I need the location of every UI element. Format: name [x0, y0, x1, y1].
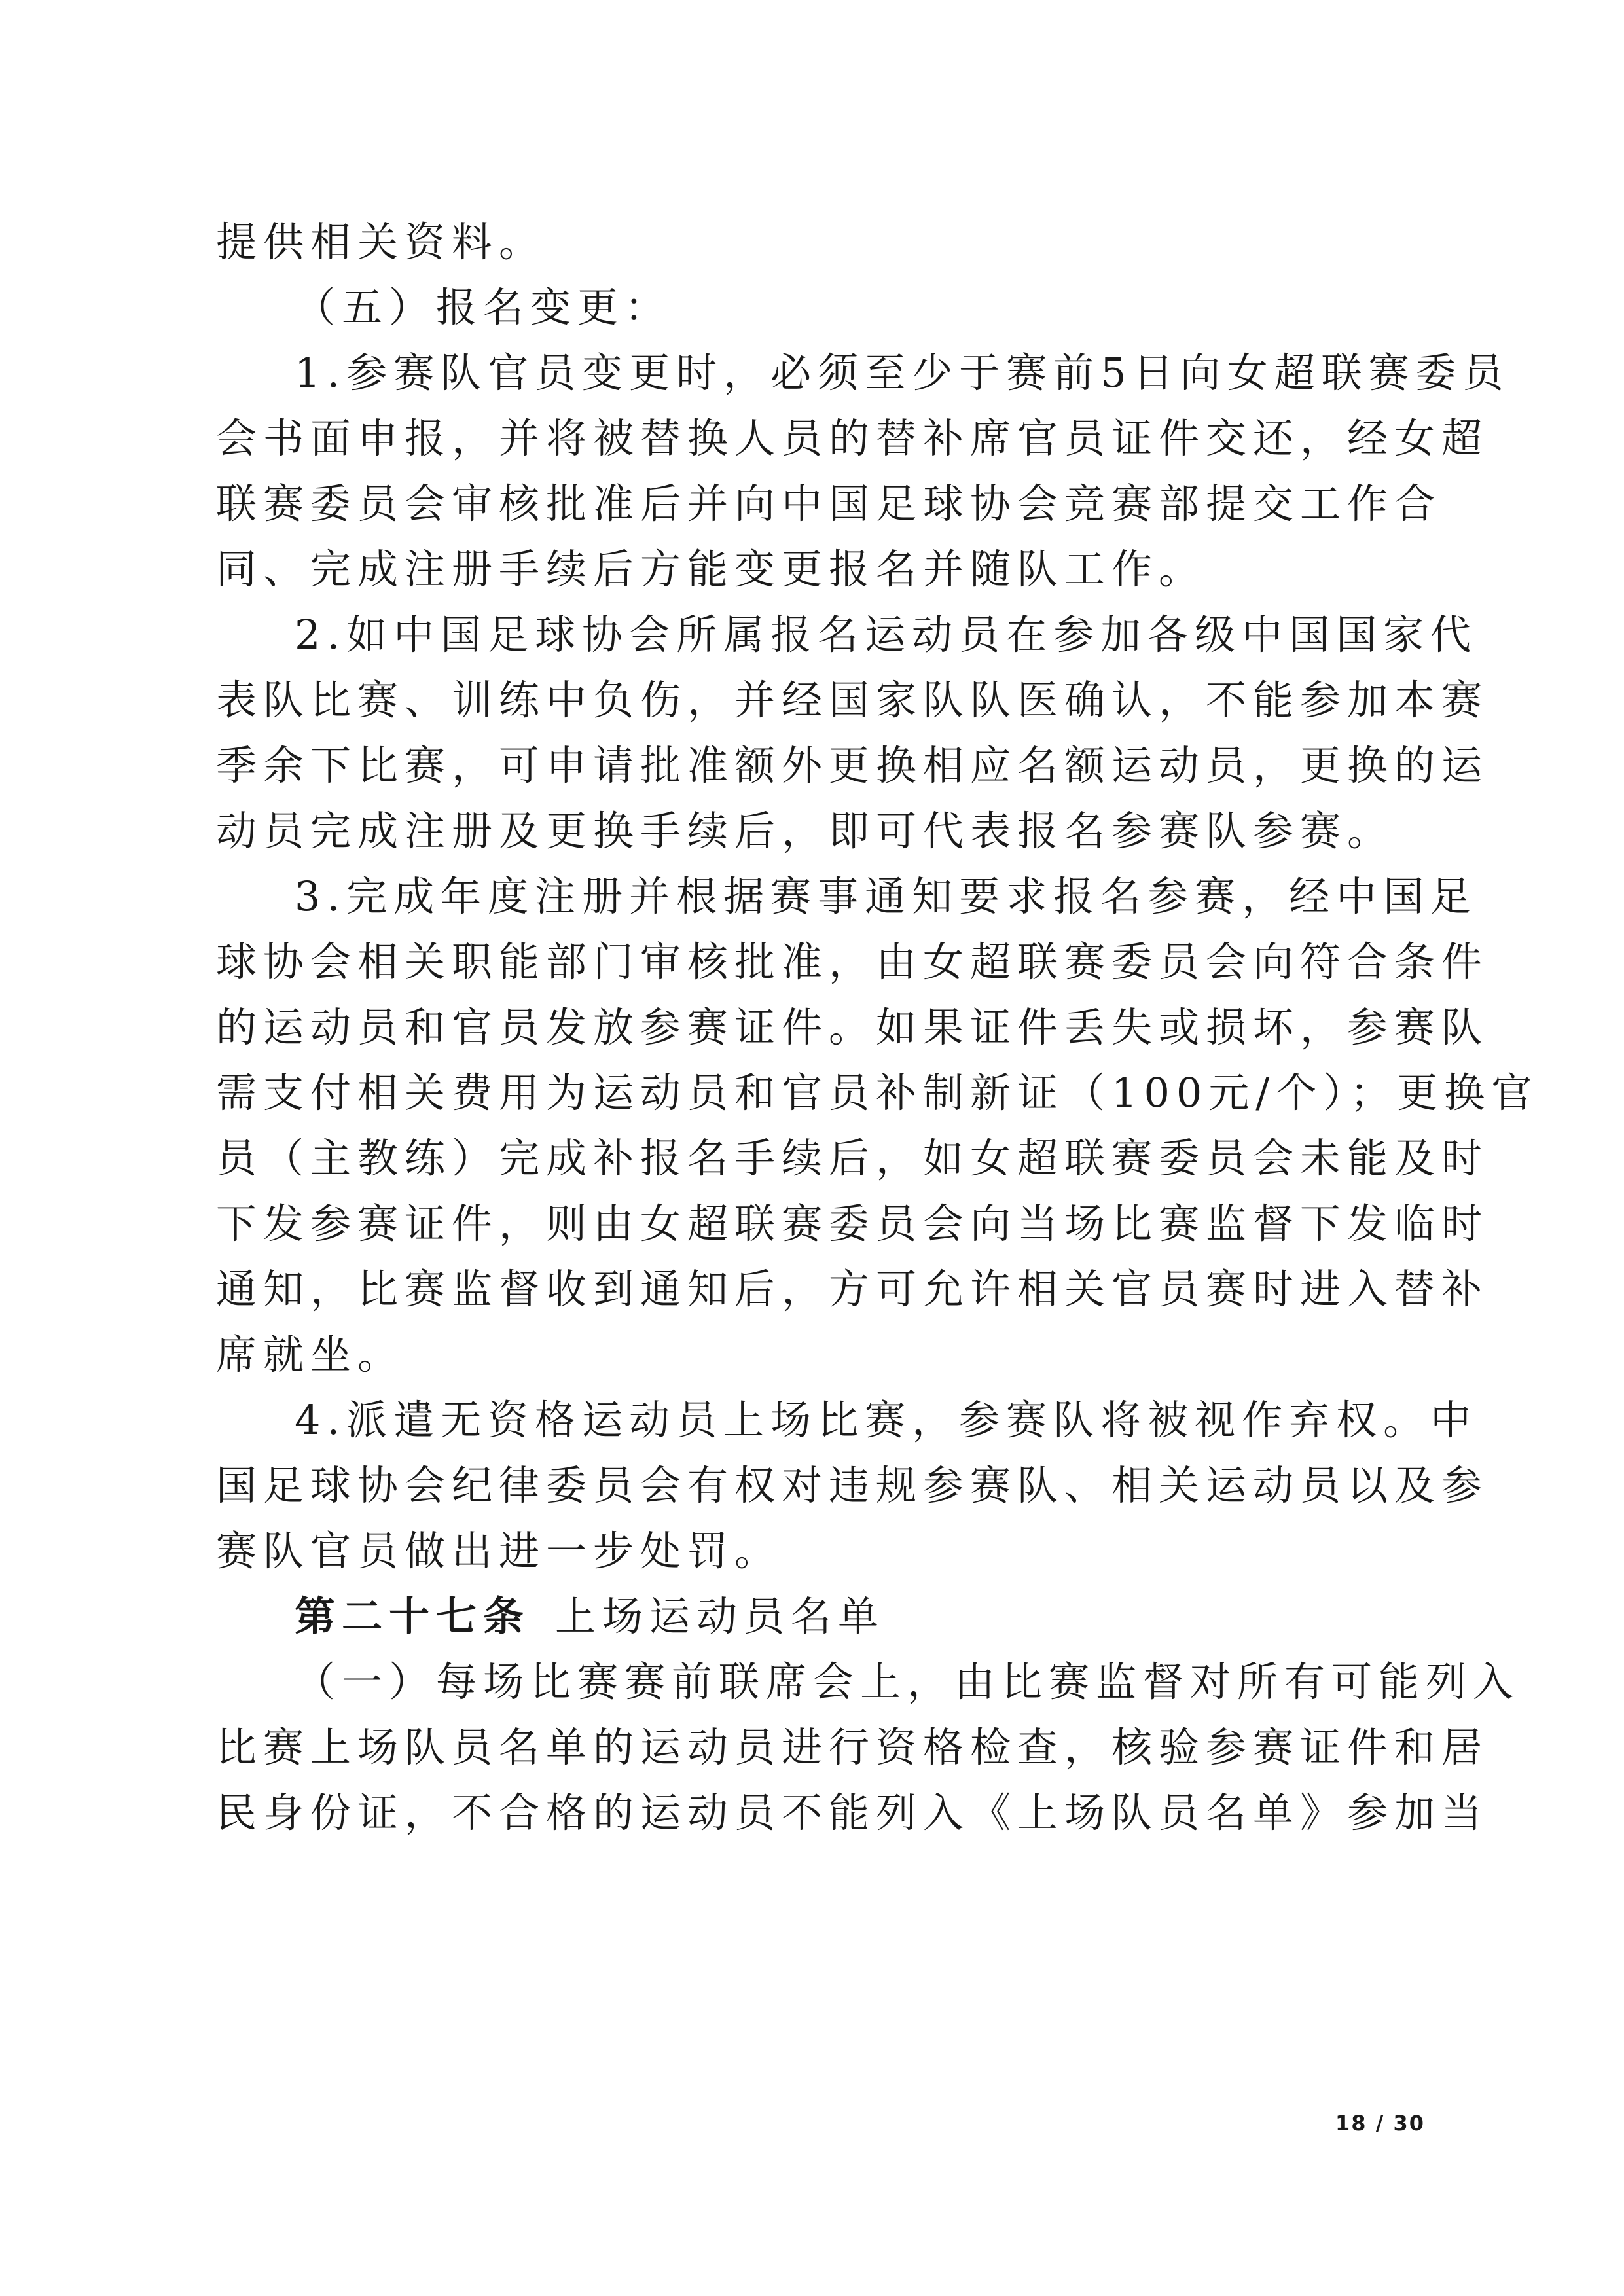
text-line: 4.派遣无资格运动员上场比赛，参赛队将被视作弃权。中 [295, 1396, 1478, 1444]
text-line: 表队比赛、训练中负伤，并经国家队队医确认，不能参加本赛 [216, 676, 1489, 724]
page-number: 18 / 30 [1335, 2111, 1426, 2136]
text-line: 员（主教练）完成补报名手续后，如女超联赛委员会未能及时 [216, 1134, 1489, 1182]
text-line: 动员完成注册及更换手续后，即可代表报名参赛队参赛。 [216, 807, 1395, 855]
text-line: 提供相关资料。 [216, 218, 547, 266]
article-number: 第二十七条 [295, 1592, 531, 1640]
text-line: （一）每场比赛赛前联席会上，由比赛监督对所有可能列入 [295, 1658, 1521, 1706]
text-line: 需支付相关费用为运动员和官员补制新证（100元/个）；更换官 [216, 1069, 1539, 1117]
text-line: 2.如中国足球协会所属报名运动员在参加各级中国国家代 [295, 611, 1478, 658]
section-heading: （五）报名变更： [295, 283, 672, 331]
article-title: 上场运动员名单 [555, 1592, 886, 1640]
text-line: 比赛上场队员名单的运动员进行资格检查，核验参赛证件和居 [216, 1723, 1489, 1771]
text-line: 同、完成注册手续后方能变更报名并随队工作。 [216, 545, 1206, 593]
text-line: 联赛委员会审核批准后并向中国足球协会竞赛部提交工作合 [216, 480, 1442, 528]
text-line: 席就坐。 [216, 1331, 405, 1378]
text-line: 球协会相关职能部门审核批准，由女超联赛委员会向符合条件 [216, 938, 1489, 986]
article-heading [295, 1590, 1434, 1643]
text-line: 3.完成年度注册并根据赛事通知要求报名参赛，经中国足 [295, 872, 1478, 920]
text-line: 的运动员和官员发放参赛证件。如果证件丢失或损坏，参赛队 [216, 1003, 1489, 1051]
text-line: 通知，比赛监督收到通知后，方可允许相关官员赛时进入替补 [216, 1265, 1489, 1313]
text-line: 下发参赛证件，则由女超联赛委员会向当场比赛监督下发临时 [216, 1200, 1489, 1247]
text-line: 国足球协会纪律委员会有权对违规参赛队、相关运动员以及参 [216, 1462, 1489, 1509]
text-line: 赛队官员做出进一步处罚。 [216, 1527, 782, 1575]
text-line: 1.参赛队官员变更时，必须至少于赛前5日向女超联赛委员 [295, 349, 1510, 397]
text-line: 会书面申报，并将被替换人员的替补席官员证件交还，经女超 [216, 414, 1489, 462]
text-line: 民身份证，不合格的运动员不能列入《上场队员名单》参加当 [216, 1789, 1489, 1837]
text-line: 季余下比赛，可申请批准额外更换相应名额运动员，更换的运 [216, 742, 1489, 789]
